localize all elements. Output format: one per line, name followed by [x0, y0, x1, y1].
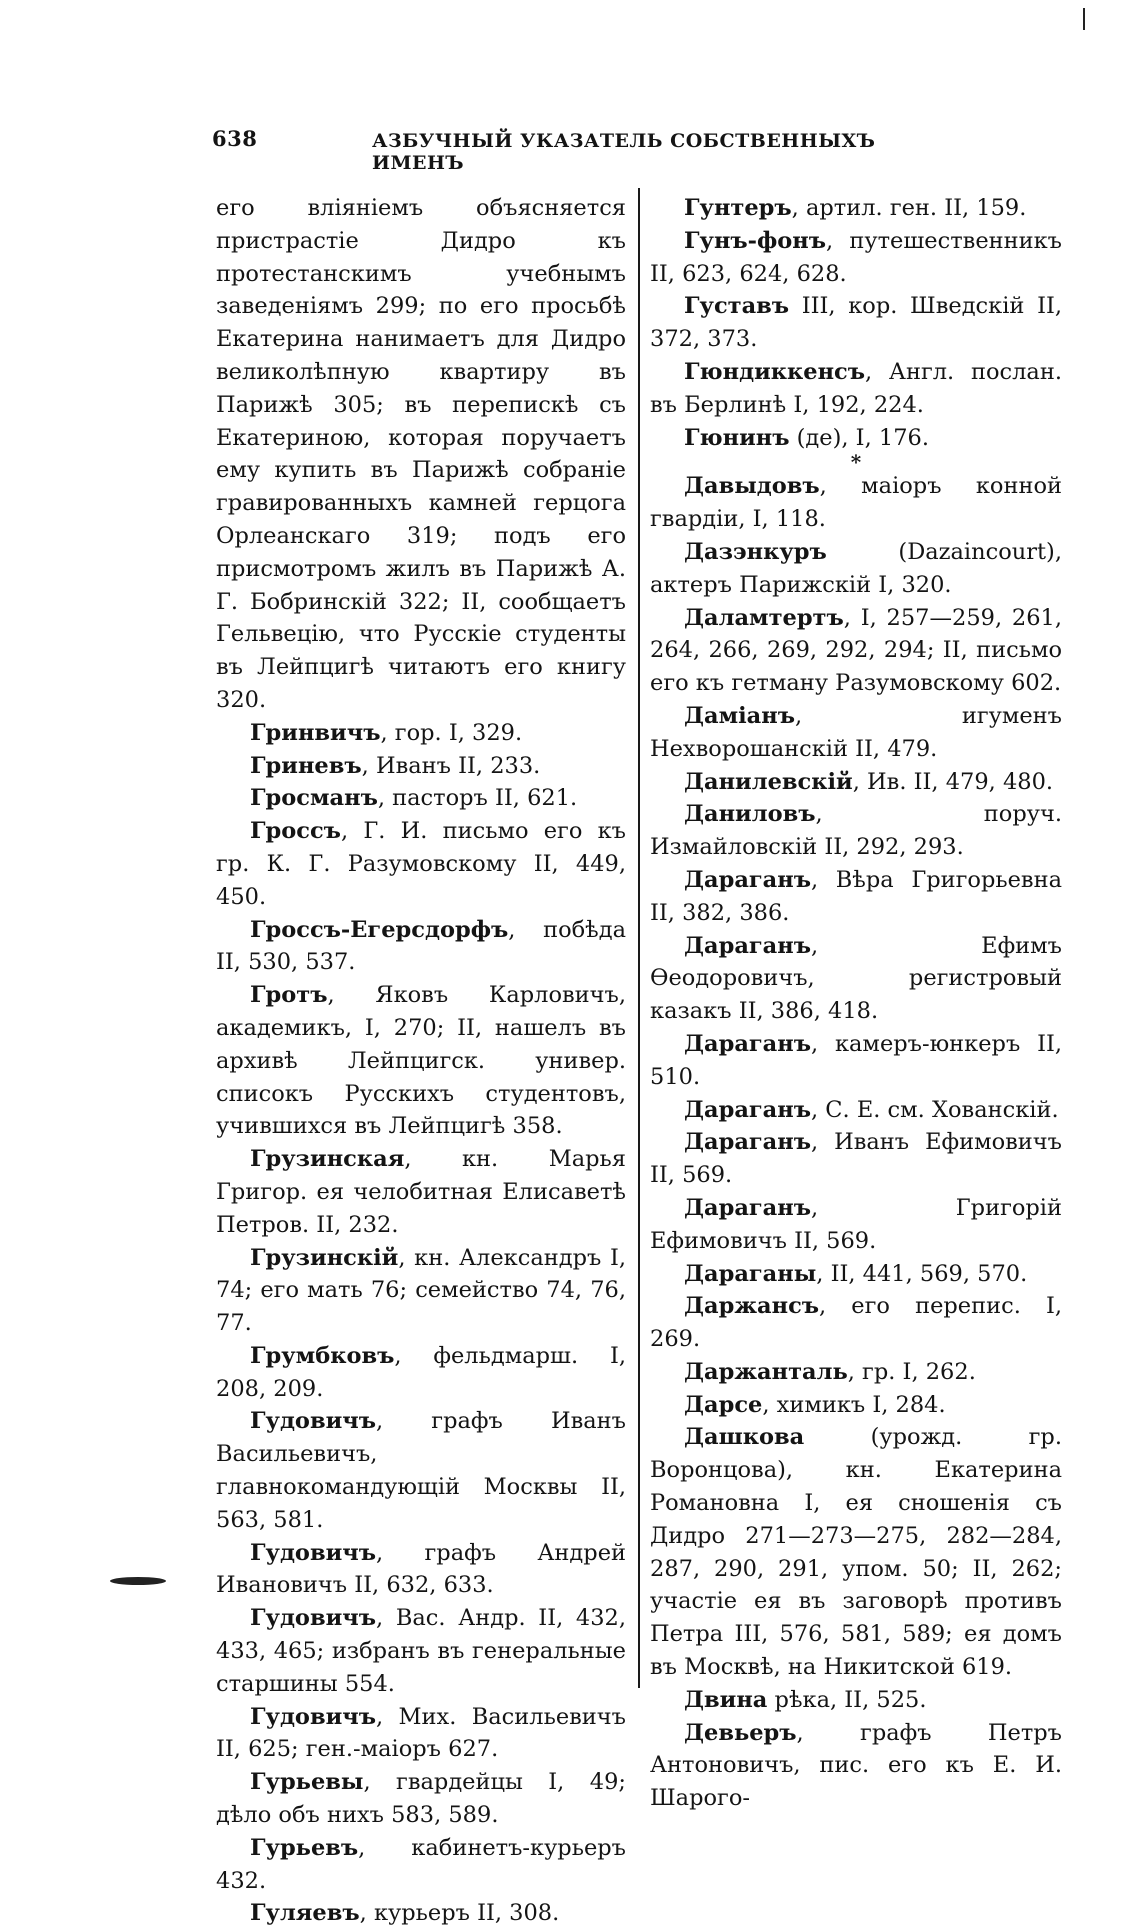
index-entry	[650, 798, 1062, 864]
index-entry	[650, 1094, 1062, 1127]
entry-text: , маіоръ конной гвардіи, I, 118.	[650, 473, 1062, 533]
index-entry	[650, 356, 1062, 422]
entry-text: , I, 257—259, 261, 264, 266, 269, 292, 294; II, письмо его къ гетману Разумовскому 602.	[650, 604, 1062, 697]
entry-headword: Данилевскій	[684, 768, 853, 795]
index-entry	[650, 1192, 1062, 1258]
entry-headword: Гудовичъ	[250, 1703, 376, 1730]
entry-text: , камеръ-юнкеръ II, 510.	[650, 1030, 1062, 1090]
index-entry	[650, 470, 1062, 536]
entry-headword: Дараганъ	[684, 1194, 811, 1221]
entry-text: , гр. I, 262.	[847, 1358, 976, 1385]
index-entry	[216, 1242, 626, 1340]
entry-headword: Дараганъ	[684, 866, 811, 893]
index-entry	[216, 815, 626, 913]
entry-text: рѣка, II, 525.	[767, 1686, 927, 1713]
entry-headword: Грумбковъ	[250, 1342, 395, 1369]
index-entry	[650, 1356, 1062, 1389]
index-entry	[650, 1421, 1062, 1683]
entry-text: , пасторъ II, 621.	[377, 785, 578, 812]
index-entry	[216, 750, 626, 783]
entry-headword: Гудовичъ	[250, 1408, 376, 1435]
entry-headword: Даржанталь	[684, 1358, 848, 1385]
index-entry	[216, 1340, 626, 1406]
index-entry	[650, 766, 1062, 799]
entry-text: (урожд. гр. Воронцова), кн. Екатерина Романовна I, ея сношенія съ Дидро 271—273—275, 282—284, 287, 290, 291, упом. 50; II, 262; участіе ея въ заговорѣ противъ Петра III, 576, 581, 589; ея домъ въ Москвѣ, на Никитской 619.	[650, 1424, 1062, 1681]
entry-text: , поруч. Измайловскій II, 292, 293.	[650, 801, 1062, 861]
index-entry	[650, 930, 1062, 1028]
index-entry	[650, 1290, 1062, 1356]
entry-text: , Яковъ Карловичъ, академикъ, I, 270; II, нашелъ въ архивѣ Лейпцигск. универ. списокъ Русскихъ студентовъ, учившихся въ Лейпцигѣ 358.	[216, 982, 626, 1140]
entry-headword: Гунъ-фонъ	[684, 227, 827, 254]
section-separator: *	[850, 450, 862, 475]
entry-headword: Грузинская	[250, 1146, 405, 1173]
entry-headword: Гурьевъ	[250, 1834, 359, 1861]
entry-text: , Григорій Ефимовичъ II, 569.	[650, 1194, 1062, 1254]
entry-headword: Давыдовъ	[684, 473, 820, 500]
index-entry	[216, 1832, 626, 1898]
right-column-d-section	[650, 470, 1062, 1815]
entry-headword: Даниловъ	[684, 801, 816, 828]
entry-text: , побѣда II, 530, 537.	[216, 916, 626, 976]
entry-text: его вліяніемъ объясняется пристрастіе Дидро къ протестанскимъ учебнымъ заведеніямъ 299; по его просьбѣ Екатерина нанимаетъ для Дидро великолѣпную квартиру въ Парижѣ 305; въ перепискѣ съ Екатериною, которая поручаетъ ему купить въ Парижѣ собраніе гравированныхъ камней герцога Орлеанскаго 319; подъ его присмотромъ жилъ въ Парижѣ А. Г. Бобринскій 322; II, сообщаетъ Гельвецію, что Русскіе студенты въ Лейпцигѣ читаютъ его книгу 320.	[216, 195, 626, 713]
index-entry	[216, 1766, 626, 1832]
entry-headword: Гудовичъ	[250, 1539, 376, 1566]
right-column-g-section	[650, 192, 1062, 454]
index-entry	[650, 700, 1062, 766]
entry-text: , курьеръ II, 308.	[359, 1900, 560, 1927]
entry-text: , Ив. II, 479, 480.	[852, 768, 1054, 795]
entry-headword: Гудовичъ	[250, 1605, 376, 1632]
entry-headword: Гротъ	[250, 982, 328, 1009]
entry-headword: Даржансъ	[684, 1293, 820, 1320]
entry-text: , кабинетъ-курьеръ 432.	[216, 1834, 626, 1894]
column-rule	[638, 188, 640, 1688]
index-entry	[216, 717, 626, 750]
index-entry	[650, 536, 1062, 602]
index-entry	[216, 1602, 626, 1700]
entry-headword: Гурьевы	[250, 1769, 364, 1796]
index-entry	[216, 979, 626, 1143]
entry-text: , его перепис. I, 269.	[650, 1293, 1062, 1353]
entry-text: , графъ Андрей Ивановичъ II, 632, 633.	[216, 1539, 626, 1599]
index-entry	[650, 864, 1062, 930]
entry-text: , Англ. послан. въ Берлинѣ I, 192, 224.	[650, 358, 1062, 418]
entry-headword: Густавъ	[684, 293, 790, 320]
entry-text: , Вас. Андр. II, 432, 433, 465; избранъ въ генеральные старшины 554.	[216, 1605, 626, 1697]
entry-headword: Дараганъ	[684, 1030, 811, 1057]
index-entry	[650, 1126, 1062, 1192]
entry-text: , кн. Александръ I, 74; его мать 76; семейство 74, 76, 77.	[216, 1244, 626, 1337]
index-entry	[650, 602, 1062, 700]
entry-headword: Даміанъ	[684, 702, 795, 729]
entry-headword: Дараганъ	[684, 1129, 811, 1156]
index-entry	[216, 1405, 626, 1536]
entry-headword: Дарсе	[684, 1391, 763, 1418]
entry-headword: Дазэнкуръ	[684, 538, 827, 565]
entry-text: , С. Е. см. Хованскій.	[811, 1096, 1059, 1123]
page-number: 638	[212, 126, 258, 151]
index-entry	[216, 1701, 626, 1767]
entry-text: , игуменъ Нехворошанскій II, 479.	[650, 702, 1062, 762]
entry-headword: Дашкова	[684, 1424, 805, 1451]
entry-text: , Иванъ Ефимовичъ II, 569.	[650, 1129, 1062, 1189]
index-entry	[650, 1684, 1062, 1717]
entry-text: , кн. Марья Григор. ея челобитная Елисаветѣ Петров. II, 232.	[216, 1146, 626, 1238]
index-entry	[650, 290, 1062, 356]
index-entry	[216, 782, 626, 815]
entry-text: , артил. ген. II, 159.	[791, 195, 1027, 221]
entry-text: , Иванъ II, 233.	[361, 752, 541, 779]
entry-headword: Девьеръ	[684, 1719, 797, 1746]
entry-text: , Г. И. письмо его къ гр. К. Г. Разумовскому II, 449, 450.	[216, 818, 626, 910]
entry-text: , Вѣра Григорьевна II, 382, 386.	[650, 866, 1062, 926]
entry-text: , фельдмарш. I, 208, 209.	[216, 1342, 626, 1402]
entry-headword: Гриневъ	[250, 752, 362, 779]
entry-headword: Дараганъ	[684, 1096, 811, 1123]
index-entry	[216, 914, 626, 980]
entry-text: III, кор. Шведскій II, 372, 373.	[650, 293, 1062, 353]
entry-text: , II, 441, 569, 570.	[816, 1260, 1028, 1287]
index-entry	[650, 192, 1062, 225]
entry-text: , Ефимъ Ѳеодоровичъ, регистровый казакъ II, 386, 418.	[650, 932, 1062, 1025]
entry-headword: Гюнинъ	[684, 424, 790, 451]
index-entry	[216, 1897, 626, 1930]
entry-text: (де), I, 176.	[789, 424, 929, 451]
index-entry	[650, 225, 1062, 291]
running-title: АЗБУЧНЫЙ УКАЗАТЕЛЬ СОБСТВЕННЫХЪ ИМЕНЪ	[372, 130, 876, 174]
index-entry	[650, 1717, 1062, 1815]
ink-mark	[110, 1577, 166, 1585]
entry-text: , гор. I, 329.	[380, 719, 523, 746]
entry-headword: Гринвичъ	[250, 719, 381, 746]
index-entry	[650, 1258, 1062, 1291]
entry-text: , графъ Иванъ Васильевичъ, главнокомандующій Москвы II, 563, 581.	[216, 1408, 626, 1533]
entry-headword: Дараганы	[684, 1260, 817, 1287]
entry-text: (Dazaincourt), актеръ Парижскій I, 320.	[650, 538, 1062, 598]
entry-headword: Гуляевъ	[250, 1900, 360, 1927]
entry-headword: Двина	[684, 1686, 768, 1713]
entry-headword: Грузинскій	[250, 1244, 399, 1271]
index-entry	[650, 1028, 1062, 1094]
entry-headword: Гросманъ	[250, 785, 378, 812]
entry-text: , графъ Петръ Антоновичъ, пис. его къ Е. И. Шарого-	[650, 1719, 1062, 1812]
entry-headword: Гроссъ-Егерсдорфъ	[250, 916, 509, 943]
entry-text: , гвардейцы I, 49; дѣло объ нихъ 583, 589.	[216, 1769, 626, 1829]
entry-text: , путешественникъ II, 623, 624, 628.	[650, 227, 1062, 287]
scan-mark	[1083, 8, 1085, 30]
index-entry	[216, 192, 626, 717]
index-entry	[216, 1143, 626, 1241]
entry-text: , Мих. Васильевичъ II, 625; ген.-маіоръ 627.	[216, 1703, 626, 1763]
entry-headword: Гроссъ	[250, 818, 341, 845]
index-entry	[216, 1537, 626, 1603]
left-column	[216, 192, 626, 1930]
right-column	[650, 192, 1062, 1815]
index-entry	[650, 1389, 1062, 1422]
entry-headword: Даламтертъ	[684, 604, 844, 631]
entry-text: , химикъ I, 284.	[762, 1391, 946, 1418]
entry-headword: Гунтеръ	[684, 195, 792, 221]
entry-headword: Дараганъ	[684, 932, 811, 959]
entry-headword: Гюндиккенсъ	[684, 358, 865, 385]
